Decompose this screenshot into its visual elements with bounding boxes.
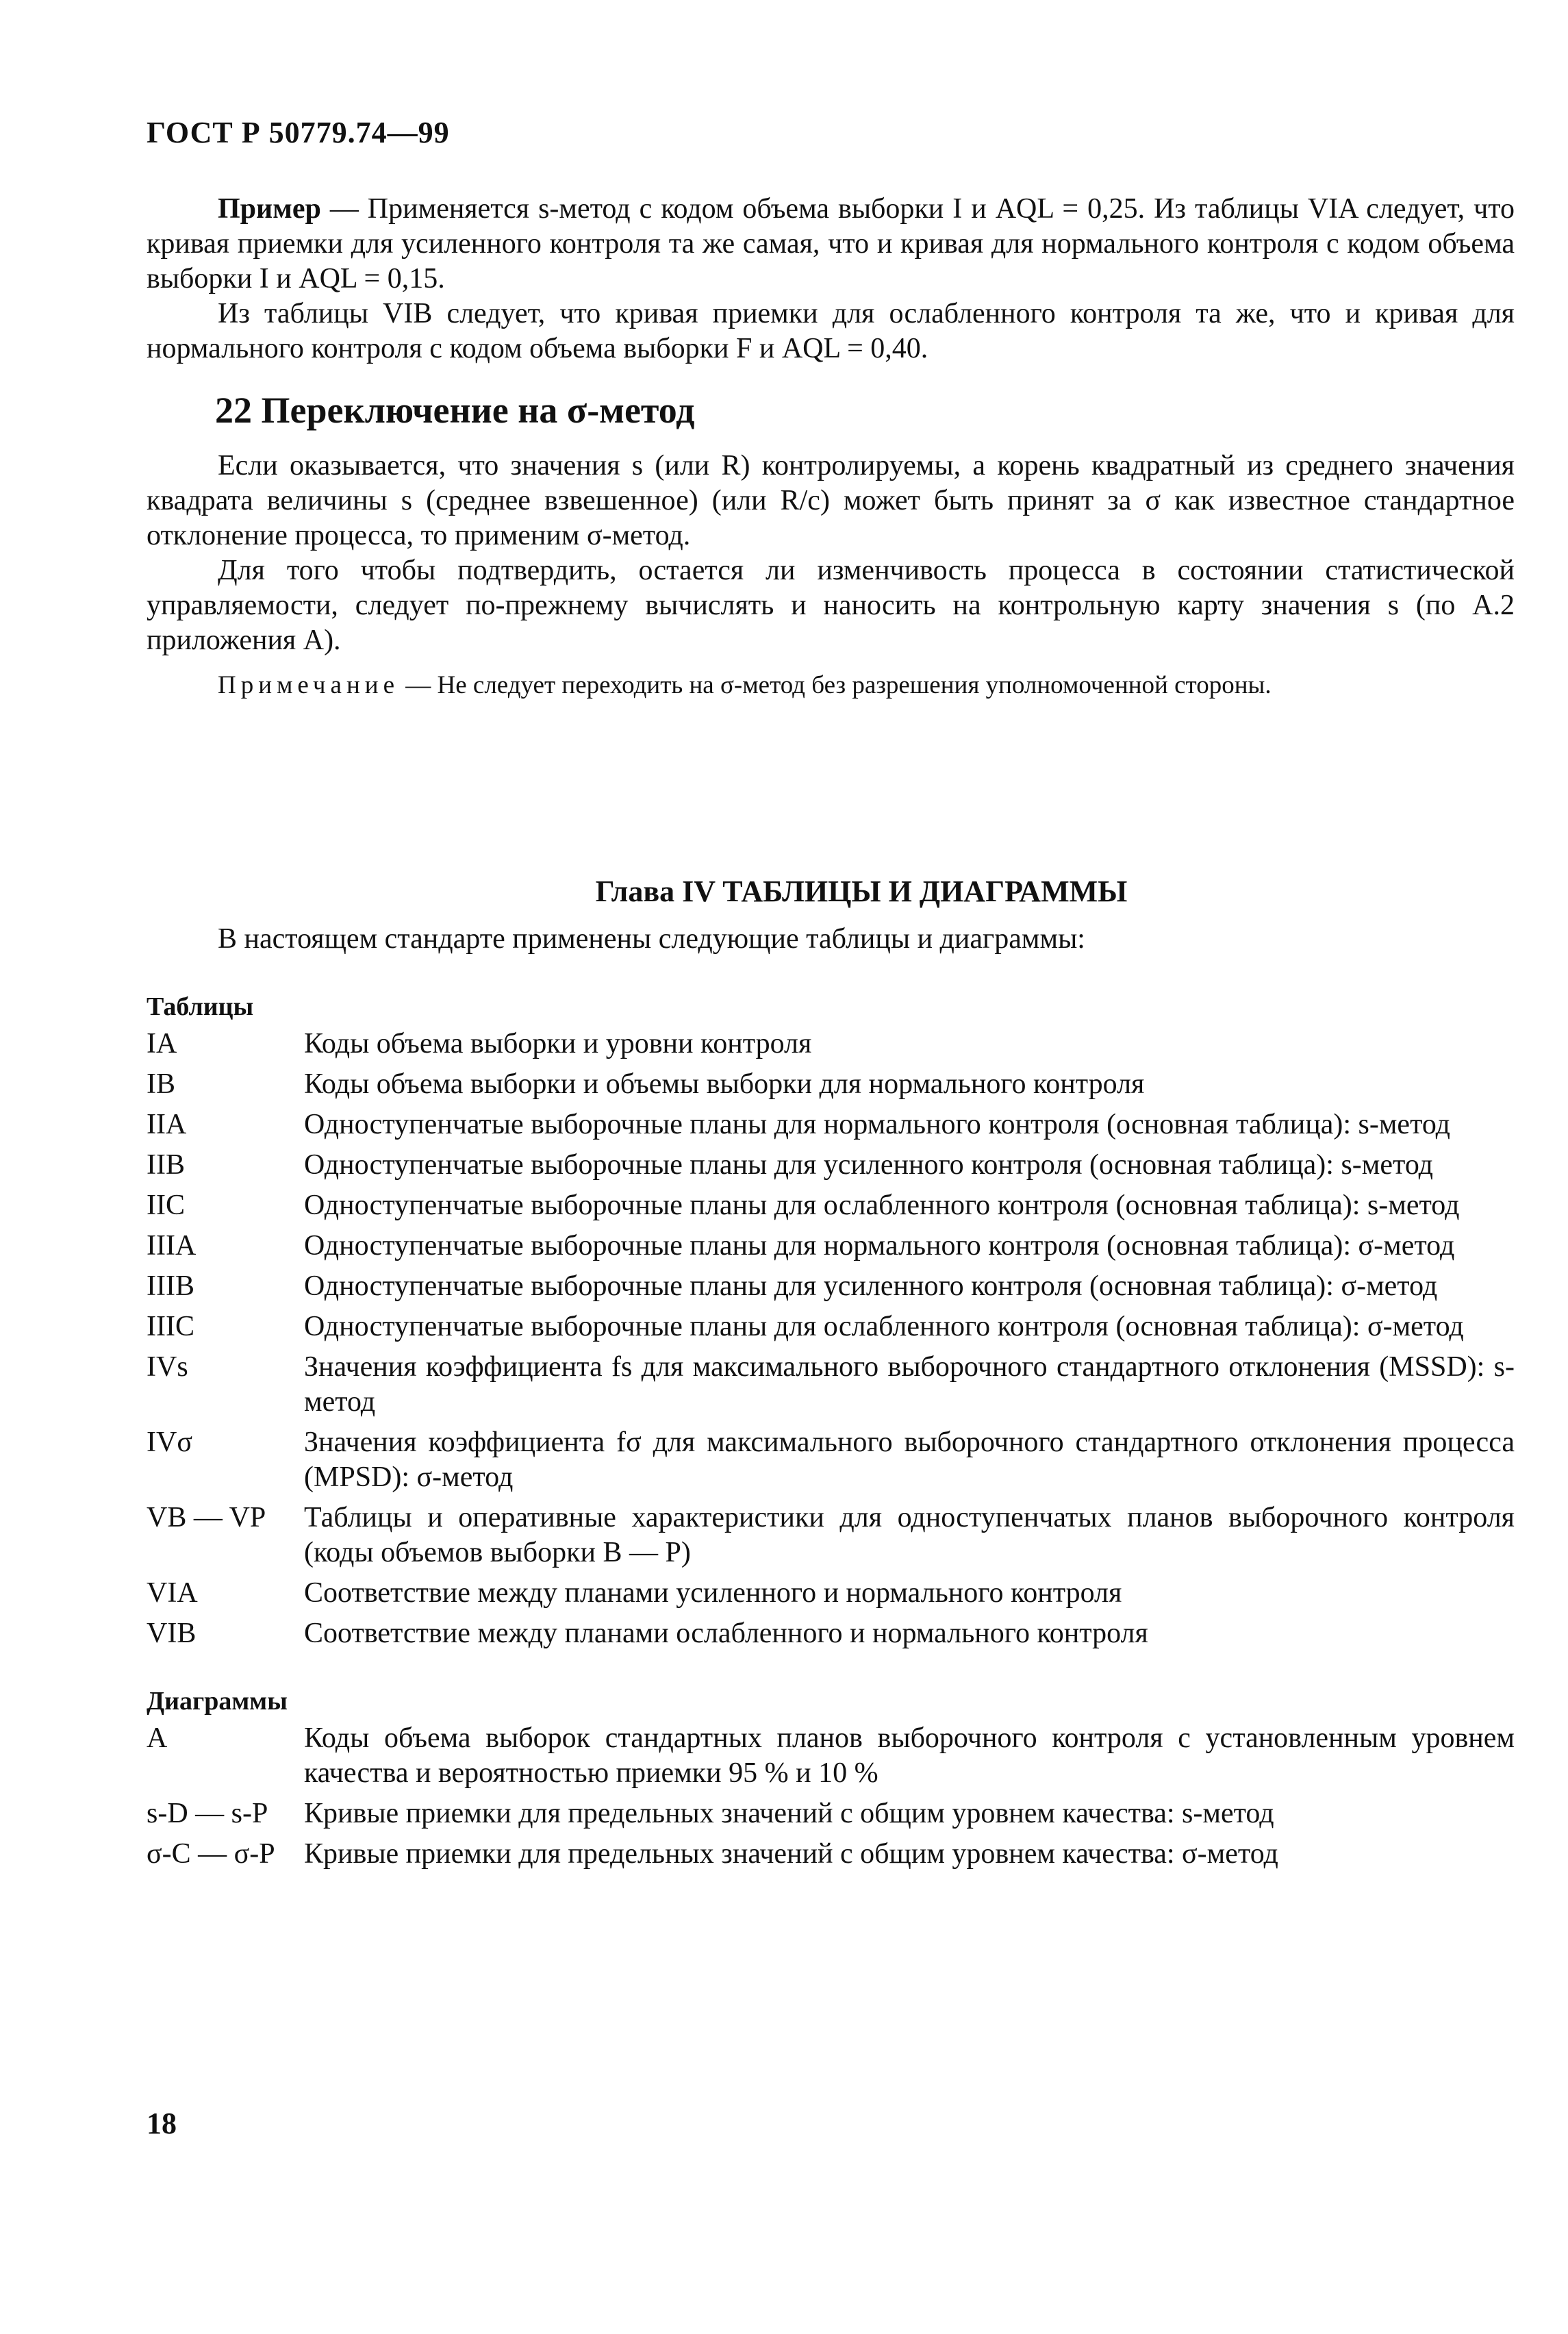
table-description: Одноступенчатые выборочные планы для усиленного контроля (основная таблица): s-метод xyxy=(304,1149,1433,1181)
diagram-code: s-D — s-P xyxy=(147,1798,268,1829)
section-22-paragraph-2: Для того чтобы подтвердить, остается ли изменчивость процесса в состоянии статистической управляемости, следует по-прежнему вычислять и наносить на контрольную карту значения s (по А.2 приложения А). xyxy=(147,555,1515,656)
diagram-description: Коды объема выборок стандартных планов выборочного контроля с установленным уровнем качества и вероятностью приемки 95 % и 10 % xyxy=(304,1722,1515,1789)
table-list-item xyxy=(147,1188,1515,1223)
table-code: IIIC xyxy=(147,1311,194,1342)
table-list-item xyxy=(147,1067,1515,1102)
table-list-item xyxy=(147,1425,1515,1495)
table-description: Коды объема выборки и уровни контроля xyxy=(304,1028,812,1059)
diagram-list-item xyxy=(147,1721,1515,1791)
note-label: Примечание xyxy=(218,671,399,699)
example-paragraph-1 xyxy=(147,192,1515,297)
table-code: IIIB xyxy=(147,1270,194,1302)
table-list-item xyxy=(147,1148,1515,1183)
table-code: IIC xyxy=(147,1190,185,1221)
table-code: VIA xyxy=(147,1577,198,1609)
example-label: Пример xyxy=(218,193,321,225)
table-description: Одноступенчатые выборочные планы для ослабленного контроля (основная таблица): s-метод xyxy=(304,1190,1460,1221)
diagram-code: σ-C — σ-P xyxy=(147,1838,275,1870)
table-list-item xyxy=(147,1350,1515,1420)
table-description: Одноступенчатые выборочные планы для ослабленного контроля (основная таблица): σ-метод xyxy=(304,1311,1464,1342)
table-code: IVs xyxy=(147,1351,188,1383)
page-number: 18 xyxy=(147,2107,177,2140)
table-description: Одноступенчатые выборочные планы для нормального контроля (основная таблица): σ-метод xyxy=(304,1230,1455,1262)
table-list-item xyxy=(147,1616,1515,1651)
tables-heading: Таблицы xyxy=(147,992,254,1021)
example-paragraph-2: Из таблицы VIB следует, что кривая приемки для ослабленного контроля та же, что и кривая для нормального контроля с кодом объема выборки F и AQL = 0,40. xyxy=(147,298,1515,364)
example-paragraph-1-text: — Применяется s-метод с кодом объема выборки I и AQL = 0,25. Из таблицы VIA следует, что кривая приемки для усиленного контроля та же самая, что и кривая для нормального контроля с кодом объема выборки I и AQL = 0,15. xyxy=(147,193,1515,294)
section-22-paragraph-1: Если оказывается, что значения s (или R) контролируемы, а корень квадратный из среднего значения квадрата величины s (среднее взвешенное) (или R/c) может быть принят за σ как известное стандартное отклонение процесса, то применим σ-метод. xyxy=(147,450,1515,551)
table-description: Одноступенчатые выборочные планы для нормального контроля (основная таблица): s-метод xyxy=(304,1109,1451,1140)
table-code: IIB xyxy=(147,1149,185,1181)
note-text: — Не следует переходить на σ-метод без разрешения уполномоченной стороны. xyxy=(399,671,1272,699)
table-code: IVσ xyxy=(147,1427,192,1458)
table-list-item xyxy=(147,1027,1515,1062)
tables-list xyxy=(147,1027,1515,1651)
diagram-code: A xyxy=(147,1722,168,1754)
table-description: Значения коэффициента fs для максимального выборочного стандартного отклонения (MSSD): s-метод xyxy=(304,1351,1515,1418)
table-code: VB — VP xyxy=(147,1502,266,1533)
table-code: IIA xyxy=(147,1109,187,1140)
table-description: Таблицы и оперативные характеристики для одноступенчатых планов выборочного контроля (коды объемов выборки В — Р) xyxy=(304,1502,1515,1568)
table-code: IA xyxy=(147,1028,177,1059)
diagram-list-item xyxy=(147,1796,1515,1831)
document-header: ГОСТ Р 50779.74—99 xyxy=(147,116,450,149)
diagrams-list xyxy=(147,1721,1515,1872)
table-list-item xyxy=(147,1229,1515,1264)
table-list-item xyxy=(147,1576,1515,1611)
table-description: Коды объема выборки и объемы выборки для нормального контроля xyxy=(304,1068,1145,1100)
page-content xyxy=(147,192,1515,1877)
table-list-item xyxy=(147,1269,1515,1304)
table-description: Значения коэффициента fσ для максимального выборочного стандартного отклонения процесса (MPSD): σ-метод xyxy=(304,1427,1515,1493)
table-list-item xyxy=(147,1501,1515,1570)
table-list-item xyxy=(147,1309,1515,1344)
diagram-description: Кривые приемки для предельных значений с общим уровнем качества: s-метод xyxy=(304,1798,1274,1829)
table-code: IIIA xyxy=(147,1230,197,1262)
section-22-title: 22 Переключение на σ-метод xyxy=(215,390,695,431)
table-description: Одноступенчатые выборочные планы для усиленного контроля (основная таблица): σ-метод xyxy=(304,1270,1438,1302)
table-code: VIB xyxy=(147,1618,197,1649)
table-description: Соответствие между планами ослабленного и нормального контроля xyxy=(304,1618,1148,1649)
section-22-note xyxy=(147,668,1515,703)
table-description: Соответствие между планами усиленного и нормального контроля xyxy=(304,1577,1122,1609)
table-list-item xyxy=(147,1107,1515,1142)
chapter-title: Глава IV ТАБЛИЦЫ И ДИАГРАММЫ xyxy=(595,875,1128,908)
diagram-description: Кривые приемки для предельных значений с общим уровнем качества: σ-метод xyxy=(304,1838,1278,1870)
table-code: IB xyxy=(147,1068,175,1100)
diagram-list-item xyxy=(147,1837,1515,1872)
diagrams-heading: Диаграммы xyxy=(147,1687,288,1716)
chapter-intro: В настоящем стандарте применены следующие таблицы и диаграммы: xyxy=(218,923,1085,955)
